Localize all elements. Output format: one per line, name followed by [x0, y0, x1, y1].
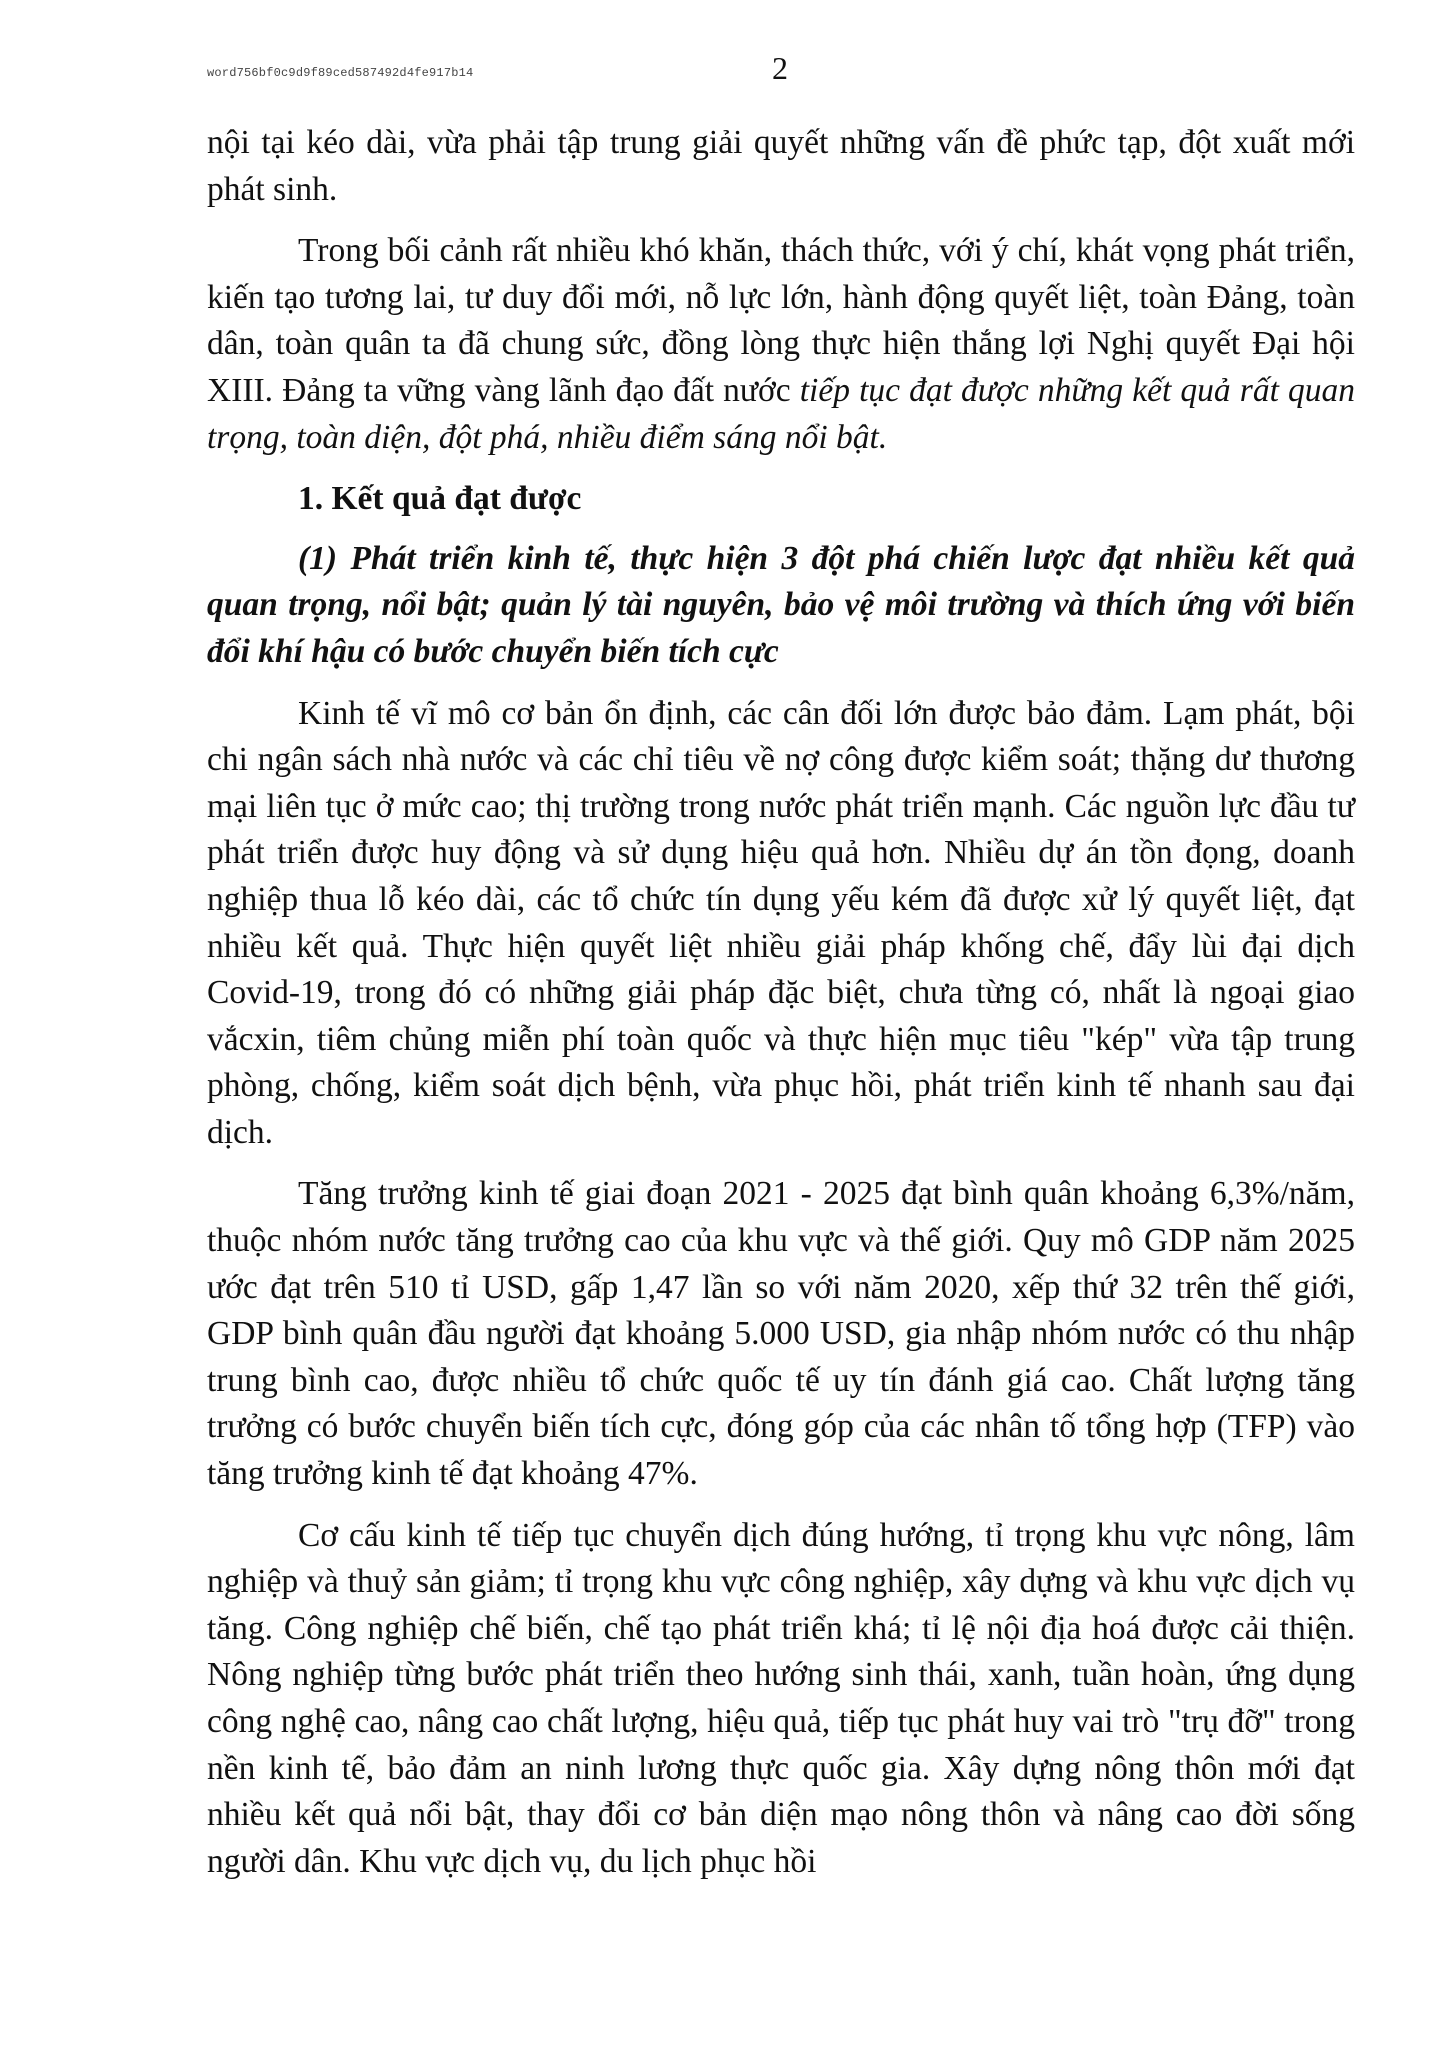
document-id: word756bf0c9d9f89ced587492d4fe917b14	[207, 66, 474, 80]
section-subheading: (1) Phát triển kinh tế, thực hiện 3 đột phá chiến lược đạt nhiều kết quả quan trọng, nổi bật; quản lý tài nguyên, bảo vệ môi trường và thích ứng với biến đổi khí hậu có bước chuyển biến tích cực	[207, 539, 1355, 670]
paragraph-growth: Tăng trưởng kinh tế giai đoạn 2021 - 2025 đạt bình quân khoảng 6,3%/năm, thuộc nhóm nước tăng trưởng cao của khu vực và thế giới. Quy mô GDP năm 2025 ước đạt trên 510 tỉ USD, gấp 1,47 lần so với năm 2020, xếp thứ 32 trên thế giới, GDP bình quân đầu người đạt khoảng 5.000 USD, gia nhập nhóm nước có thu nhập trung bình cao, được nhiều tổ chức quốc tế uy tín đánh giá cao. Chất lượng tăng trưởng có bước chuyển biến tích cực, đóng góp của các nhân tố tổng hợp (TFP) vào tăng trưởng kinh tế đạt khoảng 47%.	[207, 1175, 1355, 1493]
paragraph-continuation: nội tại kéo dài, vừa phải tập trung giải quyết những vấn đề phức tạp, đột xuất mới phát sinh.	[207, 124, 1355, 208]
paragraph-macroeconomy: Kinh tế vĩ mô cơ bản ổn định, các cân đối lớn được bảo đảm. Lạm phát, bội chi ngân sách nhà nước và các chỉ tiêu về nợ công được kiểm soát; thặng dư thương mại liên tục ở mức cao; thị trường trong nước phát triển mạnh. Các nguồn lực đầu tư phát triển được huy động và sử dụng hiệu quả hơn. Nhiều dự án tồn đọng, doanh nghiệp thua lỗ kéo dài, các tổ chức tín dụng yếu kém đã được xử lý quyết liệt, đạt nhiều kết quả. Thực hiện quyết liệt nhiều giải pháp khống chế, đẩy lùi đại dịch Covid-19, trong đó có những giải pháp đặc biệt, chưa từng có, nhất là ngoại giao vắcxin, tiêm chủng miễn phí toàn quốc và thực hiện mục tiêu "kép" vừa tập trung phòng, chống, kiểm soát dịch bệnh, vừa phục hồi, phát triển kinh tế nhanh sau đại dịch.	[207, 694, 1355, 1151]
paragraph-structure: Cơ cấu kinh tế tiếp tục chuyển dịch đúng hướng, tỉ trọng khu vực nông, lâm nghiệp và thuỷ sản giảm; tỉ trọng khu vực công nghiệp, xây dựng và khu vực dịch vụ tăng. Công nghiệp chế biến, chế tạo phát triển khá; tỉ lệ nội địa hoá được cải thiện. Nông nghiệp từng bước phát triển theo hướng sinh thái, xanh, tuần hoàn, ứng dụng công nghệ cao, nâng cao chất lượng, hiệu quả, tiếp tục phát huy vai trò "trụ đỡ" trong nền kinh tế, bảo đảm an ninh lương thực quốc gia. Xây dựng nông thôn mới đạt nhiều kết quả nổi bật, thay đổi cơ bản diện mạo nông thôn và nâng cao đời sống người dân. Khu vực dịch vụ, du lịch phục hồi	[207, 1516, 1355, 1880]
section-heading: 1. Kết quả đạt được	[298, 480, 582, 518]
document-body	[207, 120, 1355, 1885]
paragraph-context-text: Trong bối cảnh rất nhiều khó khăn, thách thức, với ý chí, khát vọng phát triển, kiến tạo tương lai, tư duy đổi mới, nỗ lực lớn, hành động quyết liệt, toàn Đảng, toàn dân, toàn quân ta đã chung sức, đồng lòng thực hiện thắng lợi Nghị quyết Đại hội XIII. Đảng ta vững vàng lãnh đạo đất nước	[207, 232, 1355, 409]
paragraph-context	[207, 228, 1355, 461]
paragraph-context-emphasis: tiếp tục đạt được những kết quả rất quan trọng, toàn diện, đột phá, nhiều điểm sáng nổi bật.	[207, 371, 1355, 456]
page-number: 2	[772, 50, 788, 86]
